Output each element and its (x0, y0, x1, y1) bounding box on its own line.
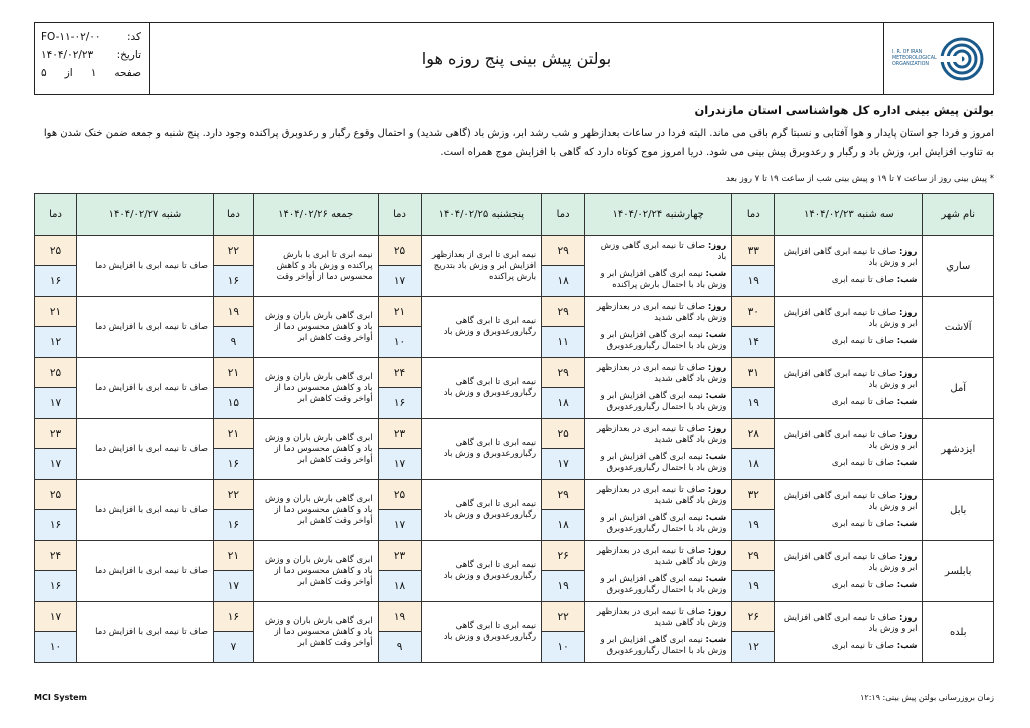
max-temp: ۲۱ (214, 419, 253, 449)
temp-cell (35, 602, 77, 663)
min-temp: ۱۸ (732, 449, 774, 479)
max-temp: ۲۵ (35, 358, 76, 388)
day-label: روز: (707, 485, 727, 495)
temp-cell (378, 358, 421, 419)
min-temp: ۱۶ (379, 388, 421, 418)
temp-cell (732, 541, 775, 602)
day-header-4: جمعه ۱۴۰۴/۰۲/۲۶ (253, 194, 378, 236)
temp-cell (213, 602, 253, 663)
temp-cell (213, 297, 253, 358)
temp-cell (732, 602, 775, 663)
night-label: شب: (705, 330, 727, 340)
forecast-text: صاف تا نیمه ابری با افزایش دما (76, 358, 213, 419)
day-header-5: شنبه ۱۴۰۴/۰۲/۲۷ (76, 194, 213, 236)
night-forecast-text: صاف تا نیمه ابری (831, 640, 894, 651)
night-forecast (780, 458, 917, 469)
forecast-text: نیمه ابری تا ابری با بارش پراکنده و وزش باد و کاهش محسوس دما از أواخر وقت (253, 236, 378, 297)
night-forecast (780, 519, 917, 530)
max-temp: ۳۳ (732, 236, 774, 266)
day-label: روز: (898, 368, 918, 379)
temp-cell (542, 480, 585, 541)
day-label: روز: (898, 490, 918, 501)
table-row (35, 358, 994, 419)
day-label: روز: (707, 363, 727, 373)
night-forecast (590, 635, 726, 657)
date-value: ۱۴۰۴/۰۲/۲۳ (41, 49, 94, 61)
max-temp: ۲۵ (35, 236, 76, 266)
night-forecast-text: نیمه ابری گاهی افزایش ابر و وزش باد با احتمال رگبارورعدوبرق (600, 635, 727, 656)
forecast-text (585, 297, 732, 358)
min-temp: ۱۹ (732, 510, 774, 540)
forecast-text: نیمه ابری تا ابری از بعدازظهر افزایش ابر و وزش باد بتدریج بارش پراکنده (421, 236, 542, 297)
night-label: شب: (705, 513, 727, 523)
temp-cell (35, 480, 77, 541)
min-temp: ۱۰ (35, 632, 76, 662)
city-name: ایزدشهر (923, 419, 994, 480)
day-forecast-text: صاف تا نیمه ابری گاهی افزایش ابر و وزش باد (783, 429, 918, 451)
page-label: صفحه (114, 67, 141, 79)
forecast-text: ابری گاهی بارش باران و وزش باد و کاهش محسوس دما از أواخر وقت کاهش ابر (253, 480, 378, 541)
forecast-text: صاف تا نیمه ابری با افزایش دما (76, 541, 213, 602)
forecast-text (585, 480, 732, 541)
temp-header-3: دما (378, 194, 421, 236)
night-forecast-text: صاف تا نیمه ابری (831, 518, 894, 529)
min-temp: ۱۹ (732, 571, 774, 601)
forecast-text (775, 602, 923, 663)
min-temp: ۱۷ (379, 449, 421, 479)
max-temp: ۲۱ (379, 297, 421, 327)
max-temp: ۳۰ (732, 297, 774, 327)
day-label: روز: (707, 424, 727, 434)
day-forecast-text: صاف تا نیمه ابری گاهی وزش باد (600, 241, 727, 262)
forecast-text: نیمه ابری تا ابری گاهی رگبارورعدوبرق و وزش باد (421, 480, 542, 541)
max-temp: ۲۳ (35, 419, 76, 449)
max-temp: ۲۶ (542, 541, 584, 571)
forecast-table (34, 193, 994, 663)
max-temp: ۲۹ (732, 541, 774, 571)
forecast-text (775, 480, 923, 541)
forecast-text: صاف تا نیمه ابری با افزایش دما (76, 480, 213, 541)
max-temp: ۲۸ (732, 419, 774, 449)
day-label: روز: (898, 429, 918, 440)
min-temp: ۹ (214, 327, 253, 357)
night-forecast (780, 275, 917, 286)
temp-cell (378, 480, 421, 541)
night-forecast-text: نیمه ابری گاهی افزایش ابر و وزش باد با احتمال رگبارورعدوبرق (600, 513, 727, 534)
day-forecast (590, 424, 726, 452)
temp-cell (35, 297, 77, 358)
day-header-3: پنجشنبه ۱۴۰۴/۰۲/۲۵ (421, 194, 542, 236)
temp-cell (732, 419, 775, 480)
code-label: کد: (126, 31, 141, 43)
city-name: آلاشت (923, 297, 994, 358)
max-temp: ۲۹ (542, 236, 584, 266)
temp-cell (213, 480, 253, 541)
max-temp: ۱۶ (214, 602, 253, 632)
forecast-text: ابری گاهی بارش باران و وزش باد و کاهش محسوس دما از أواخر وقت کاهش ابر (253, 419, 378, 480)
table-row (35, 541, 994, 602)
temp-cell (542, 419, 585, 480)
night-forecast (780, 580, 917, 591)
temp-cell (35, 419, 77, 480)
city-header: نام شهر (923, 194, 994, 236)
forecast-text (775, 236, 923, 297)
logo-text: I. R. OF IRAN METEOROLOGICAL ORGANIZATION (892, 49, 937, 67)
min-temp: ۹ (379, 632, 421, 662)
forecast-text: ابری گاهی بارش باران و وزش باد و کاهش محسوس دما از أواخر وقت کاهش ابر (253, 297, 378, 358)
min-temp: ۱۸ (379, 571, 421, 601)
max-temp: ۲۳ (379, 541, 421, 571)
day-label: روز: (707, 546, 727, 556)
max-temp: ۲۹ (542, 480, 584, 510)
night-label: شب: (705, 452, 727, 462)
min-temp: ۱۱ (542, 327, 584, 357)
night-forecast (590, 269, 726, 291)
table-row (35, 297, 994, 358)
night-forecast-text: صاف تا نیمه ابری (831, 335, 894, 346)
forecast-text: نیمه ابری تا ابری گاهی رگبارورعدوبرق و وزش باد (421, 419, 542, 480)
temp-cell (542, 297, 585, 358)
temp-cell (378, 419, 421, 480)
day-forecast (780, 308, 917, 336)
forecast-summary: امروز و فردا جو استان پایدار و هوا آفتابی و نسبتا گرم باقی می ماند. البته فردا در ساعات بعدازظهر و شب رشد ابر، وزش باد (گاهی شدید) و احتمال وقوع رگبار و رعدوبرق پراکنده وجود دارد. پنج شنبه و جمعه ضمن خنک شدن هوا به تناوب افزایش ابر، وزش باد و رگبار و رعدوبرق پیش بینی می شود. دریا امروز موج کوتاه دارد که گاهی با افزایش موج همراه است. (43, 128, 994, 158)
day-label: روز: (707, 302, 727, 312)
day-forecast-text: صاف تا نیمه ابری در بعدازظهر وزش باد گاهی شدید (596, 485, 727, 506)
max-temp: ۲۳ (379, 419, 421, 449)
forecast-note: * پیش بینی روز از ساعت ۷ تا ۱۹ و پیش بینی شب از ساعت ۱۹ تا ۷ روز بعد (726, 174, 994, 184)
temp-cell (542, 358, 585, 419)
min-temp: ۱۰ (542, 632, 584, 662)
day-forecast (780, 613, 917, 641)
city-name: ساري (923, 236, 994, 297)
forecast-text: صاف تا نیمه ابری با افزایش دما (76, 419, 213, 480)
page-num: ۱ (90, 67, 97, 79)
city-name: آمل (923, 358, 994, 419)
max-temp: ۱۹ (214, 297, 253, 327)
temp-header-1: دما (732, 194, 775, 236)
night-label: شب: (705, 391, 727, 401)
bulletin-heading: بولتن پیش بینی اداره کل هواشناسی استان مازندران (694, 103, 994, 117)
min-temp: ۱۸ (542, 388, 584, 418)
max-temp: ۲۹ (542, 358, 584, 388)
night-forecast-text: صاف تا نیمه ابری (831, 274, 894, 285)
day-forecast-text: صاف تا نیمه ابری گاهی افزایش ابر و وزش باد (783, 551, 918, 573)
forecast-text: ابری گاهی بارش باران و وزش باد و کاهش محسوس دما از أواخر وقت کاهش ابر (253, 602, 378, 663)
city-name: بلده (923, 602, 994, 663)
forecast-text (585, 541, 732, 602)
day-forecast-text: صاف تا نیمه ابری در بعدازظهر وزش باد گاهی شدید (596, 546, 727, 567)
day-forecast-text: صاف تا نیمه ابری گاهی افزایش ابر و وزش باد (783, 490, 918, 512)
page-total: ۵ (41, 67, 47, 79)
temp-cell (732, 297, 775, 358)
forecast-text: صاف تا نیمه ابری با افزایش دما (76, 297, 213, 358)
forecast-text: ابری گاهی بارش باران و وزش باد و کاهش محسوس دما از أواخر وقت کاهش ابر (253, 358, 378, 419)
temp-cell (35, 236, 77, 297)
forecast-text: نیمه ابری تا ابری گاهی رگبارورعدوبرق و وزش باد (421, 602, 542, 663)
temp-cell (542, 541, 585, 602)
day-forecast-text: صاف تا نیمه ابری در بعدازظهر وزش باد گاهی شدید (596, 424, 727, 445)
day-forecast-text: صاف تا نیمه ابری گاهی افزایش ابر و وزش باد (783, 246, 918, 268)
min-temp: ۱۷ (214, 571, 253, 601)
max-temp: ۲۱ (214, 358, 253, 388)
day-header-2: چهارشنبه ۱۴۰۴/۰۲/۲۴ (585, 194, 732, 236)
day-forecast (590, 241, 726, 269)
day-label: روز: (707, 241, 727, 251)
night-label: شب: (896, 579, 918, 590)
night-forecast-text: نیمه ابری گاهی افزایش ابر و وزش باد با احتمال بارش پراکنده (600, 269, 727, 290)
max-temp: ۲۱ (214, 541, 253, 571)
night-forecast (780, 336, 917, 347)
max-temp: ۱۹ (379, 602, 421, 632)
day-label: روز: (898, 246, 918, 257)
night-forecast-text: نیمه ابری گاهی افزایش ابر و وزش باد با احتمال رگبارورعدوبرق (600, 452, 727, 473)
max-temp: ۲۲ (214, 236, 253, 266)
night-forecast-text: نیمه ابری گاهی افزایش ابر و وزش باد با احتمال رگبارورعدوبرق (600, 574, 727, 595)
min-temp: ۱۵ (214, 388, 253, 418)
day-label: روز: (707, 607, 727, 617)
day-forecast-text: صاف تا نیمه ابری گاهی افزایش ابر و وزش باد (783, 368, 918, 390)
min-temp: ۱۷ (542, 449, 584, 479)
min-temp: ۱۰ (379, 327, 421, 357)
night-label: شب: (705, 574, 727, 584)
night-forecast (590, 330, 726, 352)
min-temp: ۱۷ (379, 266, 421, 296)
page-of: از (64, 67, 73, 79)
night-label: شب: (896, 274, 918, 285)
day-forecast (780, 491, 917, 519)
bulletin-title: بولتن پیش بینی پنج روزه هوا (421, 49, 612, 68)
organization-logo (883, 23, 993, 94)
max-temp: ۲۵ (35, 480, 76, 510)
night-forecast-text: صاف تا نیمه ابری (831, 579, 894, 590)
min-temp: ۱۹ (732, 266, 774, 296)
day-forecast (780, 552, 917, 580)
min-temp: ۱۹ (542, 571, 584, 601)
night-label: شب: (896, 518, 918, 529)
day-forecast-text: صاف تا نیمه ابری گاهی افزایش ابر و وزش باد (783, 307, 918, 329)
date-label: تاریخ: (116, 49, 141, 61)
temp-cell (732, 480, 775, 541)
min-temp: ۱۷ (35, 388, 76, 418)
table-row (35, 602, 994, 663)
day-forecast (590, 363, 726, 391)
max-temp: ۲۴ (379, 358, 421, 388)
day-label: روز: (898, 307, 918, 318)
forecast-text: نیمه ابری تا ابری گاهی رگبارورعدوبرق و وزش باد (421, 358, 542, 419)
temp-cell (213, 541, 253, 602)
day-forecast-text: صاف تا نیمه ابری در بعدازظهر وزش باد گاهی شدید (596, 302, 727, 323)
max-temp: ۲۹ (542, 297, 584, 327)
min-temp: ۱۶ (35, 510, 76, 540)
city-name: بابلسر (923, 541, 994, 602)
temp-cell (35, 541, 77, 602)
temp-cell (378, 236, 421, 297)
night-forecast (590, 513, 726, 535)
day-forecast (780, 430, 917, 458)
day-forecast (590, 607, 726, 635)
forecast-text: ابری گاهی بارش باران و وزش باد و کاهش محسوس دما از أواخر وقت کاهش ابر (253, 541, 378, 602)
forecast-text (585, 602, 732, 663)
temp-cell (213, 236, 253, 297)
day-header-1: سه شنبه ۱۴۰۴/۰۲/۲۳ (775, 194, 923, 236)
night-label: شب: (896, 640, 918, 651)
table-header-row (35, 194, 994, 236)
forecast-text (585, 419, 732, 480)
footer-system: MCI System (34, 693, 87, 702)
night-label: شب: (896, 457, 918, 468)
document-meta (35, 23, 150, 94)
min-temp: ۱۲ (732, 632, 774, 662)
footer-update-time: زمان بروزرسانی بولتن پیش بینی: ۱۲:۱۹ (860, 693, 994, 702)
meteorological-logo-icon (939, 36, 985, 82)
forecast-text: صاف تا نیمه ابری با افزایش دما (76, 236, 213, 297)
code-value: FO-۱۱-۰۲/۰۰ (41, 31, 101, 43)
night-forecast-text: نیمه ابری گاهی افزایش ابر و وزش باد با احتمال رگبارورعدوبرق (600, 330, 727, 351)
min-temp: ۱۲ (35, 327, 76, 357)
temp-cell (213, 419, 253, 480)
day-forecast-text: صاف تا نیمه ابری گاهی افزایش ابر و وزش باد (783, 612, 918, 634)
temp-cell (213, 358, 253, 419)
min-temp: ۱۶ (214, 266, 253, 296)
min-temp: ۱۸ (542, 510, 584, 540)
max-temp: ۲۵ (379, 480, 421, 510)
forecast-text (775, 358, 923, 419)
max-temp: ۲۲ (542, 602, 584, 632)
temp-cell (378, 297, 421, 358)
max-temp: ۱۷ (35, 602, 76, 632)
day-label: روز: (898, 612, 918, 623)
forecast-body (35, 236, 994, 663)
forecast-text: نیمه ابری تا ابری گاهی رگبارورعدوبرق و وزش باد (421, 297, 542, 358)
max-temp: ۲۶ (732, 602, 774, 632)
city-name: بابل (923, 480, 994, 541)
forecast-text: نیمه ابری تا ابری گاهی رگبارورعدوبرق و وزش باد (421, 541, 542, 602)
night-label: شب: (896, 335, 918, 346)
max-temp: ۲۵ (542, 419, 584, 449)
forecast-text (585, 236, 732, 297)
night-forecast (590, 574, 726, 596)
forecast-text (775, 419, 923, 480)
night-forecast (590, 391, 726, 413)
min-temp: ۱۸ (542, 266, 584, 296)
temp-cell (732, 358, 775, 419)
day-forecast (590, 546, 726, 574)
temp-cell (378, 602, 421, 663)
min-temp: ۱۶ (35, 266, 76, 296)
min-temp: ۱۹ (732, 388, 774, 418)
forecast-text (585, 358, 732, 419)
table-row (35, 480, 994, 541)
max-temp: ۲۴ (35, 541, 76, 571)
night-forecast (780, 397, 917, 408)
min-temp: ۱۶ (35, 571, 76, 601)
min-temp: ۱۶ (214, 510, 253, 540)
night-forecast-text: صاف تا نیمه ابری (831, 457, 894, 468)
min-temp: ۱۷ (379, 510, 421, 540)
min-temp: ۷ (214, 632, 253, 662)
temp-header-2: دما (542, 194, 585, 236)
temp-header-5: دما (35, 194, 77, 236)
temp-cell (732, 236, 775, 297)
day-forecast (590, 302, 726, 330)
day-forecast-text: صاف تا نیمه ابری در بعدازظهر وزش باد گاهی شدید (596, 607, 727, 628)
temp-header-4: دما (213, 194, 253, 236)
min-temp: ۱۷ (35, 449, 76, 479)
temp-cell (35, 358, 77, 419)
min-temp: ۱۴ (732, 327, 774, 357)
max-temp: ۲۱ (35, 297, 76, 327)
forecast-text (775, 541, 923, 602)
max-temp: ۳۱ (732, 358, 774, 388)
night-label: شب: (705, 635, 727, 645)
max-temp: ۲۵ (379, 236, 421, 266)
day-label: روز: (898, 551, 918, 562)
bulletin-header (34, 22, 994, 95)
table-row (35, 419, 994, 480)
max-temp: ۳۲ (732, 480, 774, 510)
night-forecast-text: نیمه ابری گاهی افزایش ابر و وزش باد با احتمال رگبارورعدوبرق (600, 391, 727, 412)
night-label: شب: (896, 396, 918, 407)
max-temp: ۲۲ (214, 480, 253, 510)
day-forecast-text: صاف تا نیمه ابری در بعدازظهر وزش باد گاهی شدید (596, 363, 727, 384)
night-forecast-text: صاف تا نیمه ابری (831, 396, 894, 407)
temp-cell (542, 236, 585, 297)
day-forecast (780, 369, 917, 397)
night-forecast (780, 641, 917, 652)
night-label: شب: (705, 269, 727, 279)
temp-cell (542, 602, 585, 663)
day-forecast (780, 247, 917, 275)
day-forecast (590, 485, 726, 513)
night-forecast (590, 452, 726, 474)
forecast-text (775, 297, 923, 358)
forecast-text: صاف تا نیمه ابری با افزایش دما (76, 602, 213, 663)
min-temp: ۱۶ (214, 449, 253, 479)
temp-cell (378, 541, 421, 602)
table-row (35, 236, 994, 297)
